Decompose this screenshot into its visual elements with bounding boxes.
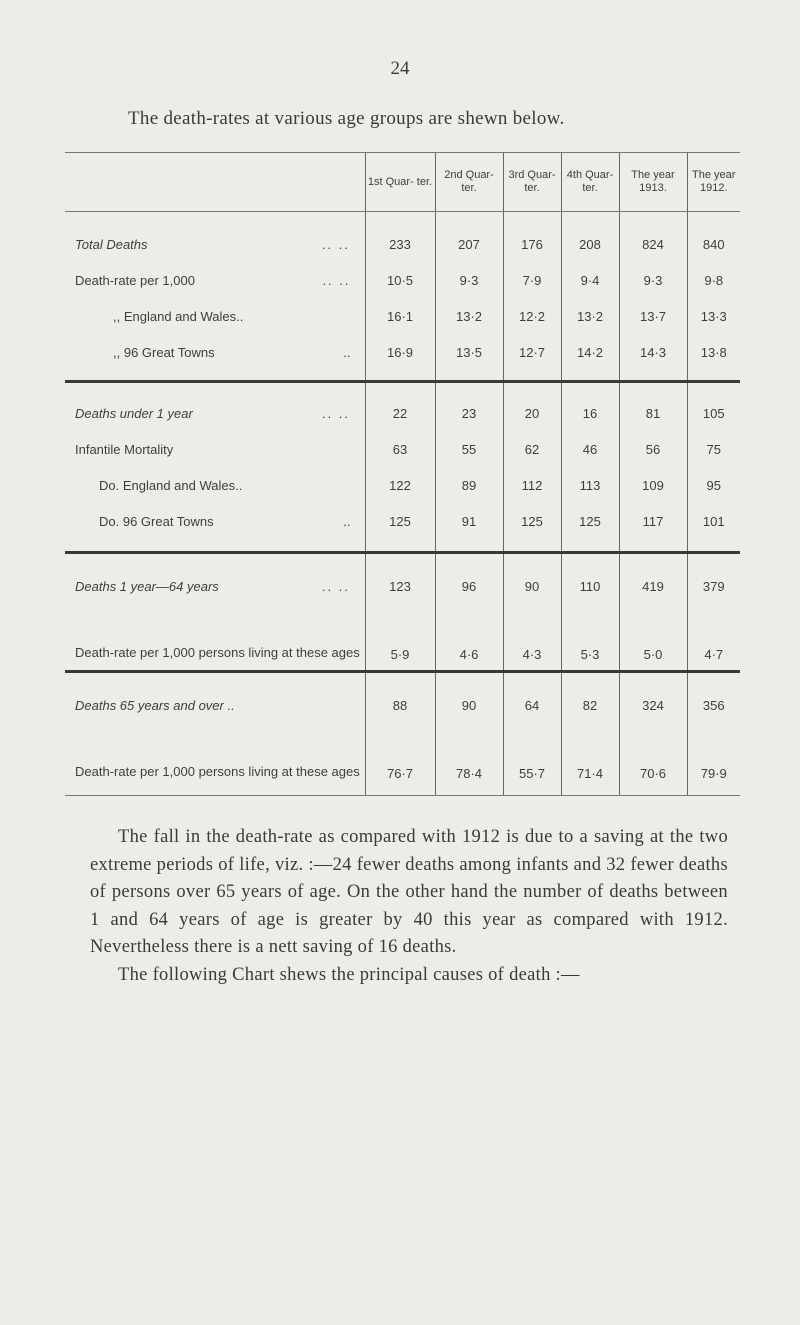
table-row (65, 212, 740, 263)
cell: 16 (561, 382, 619, 432)
cell: 14·3 (619, 334, 687, 380)
cell: 824 (619, 212, 687, 263)
cell: 55·7 (503, 723, 561, 796)
row-label: Deaths 1 year—64 years .. .. (75, 578, 351, 594)
cell: 208 (561, 212, 619, 263)
cell: 113 (561, 467, 619, 503)
cell: 9·3 (619, 262, 687, 298)
cell: 79·9 (687, 723, 740, 796)
cell: 109 (619, 467, 687, 503)
cell: 63 (365, 431, 435, 467)
cell: 207 (435, 212, 503, 263)
table-row (65, 298, 740, 334)
header-q3: 3rd Quar- ter. (503, 153, 561, 212)
paragraph-text: The following Chart shews the principal causes of death :— (118, 965, 580, 985)
cell: 16·1 (365, 298, 435, 334)
cell: 95 (687, 467, 740, 503)
cell: 75 (687, 431, 740, 467)
row-label: Infantile Mortality (75, 441, 174, 457)
table-row (65, 262, 740, 298)
cell: 4·3 (503, 604, 561, 670)
cell: 379 (687, 553, 740, 605)
cell: 71·4 (561, 723, 619, 796)
body-paragraph-1 (90, 824, 728, 962)
cell: 62 (503, 431, 561, 467)
table-row (65, 723, 740, 796)
cell: 233 (365, 212, 435, 263)
cell: 125 (503, 503, 561, 551)
row-label: Deaths 65 years and over .. (75, 697, 235, 713)
cell: 82 (561, 672, 619, 724)
row-label: Deaths under 1 year .. .. (75, 405, 351, 421)
table-row (65, 553, 740, 605)
cell: 91 (435, 503, 503, 551)
cell: 12·2 (503, 298, 561, 334)
header-year-1912: The year 1912. (687, 153, 740, 212)
cell: 4·7 (687, 604, 740, 670)
cell: 324 (619, 672, 687, 724)
intro-text: The death-rates at various age groups are shewn below. (128, 108, 565, 129)
cell: 13·2 (435, 298, 503, 334)
row-label: Death-rate per 1,000 persons living at these ages (75, 645, 360, 660)
table-row (65, 467, 740, 503)
cell: 12·7 (503, 334, 561, 380)
cell: 10·5 (365, 262, 435, 298)
body-paragraph-2 (90, 962, 728, 990)
cell: 23 (435, 382, 503, 432)
cell: 78·4 (435, 723, 503, 796)
table-row (65, 503, 740, 551)
header-blank (65, 153, 365, 212)
cell: 13·7 (619, 298, 687, 334)
row-label: Death-rate per 1,000 .. .. (75, 272, 351, 288)
cell: 7·9 (503, 262, 561, 298)
cell: 110 (561, 553, 619, 605)
cell: 123 (365, 553, 435, 605)
table-row (65, 604, 740, 670)
header-q2: 2nd Quar- ter. (435, 153, 503, 212)
cell: 117 (619, 503, 687, 551)
cell: 176 (503, 212, 561, 263)
row-label: ,, England and Wales.. (113, 308, 244, 324)
cell: 125 (365, 503, 435, 551)
table-row (65, 672, 740, 724)
cell: 88 (365, 672, 435, 724)
cell: 89 (435, 467, 503, 503)
cell: 125 (561, 503, 619, 551)
table-row (65, 431, 740, 467)
cell: 419 (619, 553, 687, 605)
cell: 13·8 (687, 334, 740, 380)
cell: 14·2 (561, 334, 619, 380)
cell: 13·2 (561, 298, 619, 334)
cell: 112 (503, 467, 561, 503)
cell: 90 (435, 672, 503, 724)
cell: 13·3 (687, 298, 740, 334)
cell: 9·4 (561, 262, 619, 298)
cell: 5·9 (365, 604, 435, 670)
cell: 64 (503, 672, 561, 724)
cell: 20 (503, 382, 561, 432)
death-rates-table (65, 152, 740, 796)
cell: 76·7 (365, 723, 435, 796)
cell: 81 (619, 382, 687, 432)
cell: 46 (561, 431, 619, 467)
paragraph-text: The fall in the death-rate as compared with 1912 is due to a saving at the two extreme periods of life, viz. :—24 fewer deaths among infants and 32 fewer deaths of persons over 65 years of age. On the other hand the number of deaths between 1 and 64 years of age is greater by 40 this year as compared with 1912. Nevertheless there is a nett saving of 16 deaths. (90, 827, 728, 957)
row-label: ,, 96 Great Towns .. (113, 344, 351, 360)
cell: 356 (687, 672, 740, 724)
table-row (65, 334, 740, 380)
header-q4: 4th Quar- ter. (561, 153, 619, 212)
cell: 9·3 (435, 262, 503, 298)
cell: 840 (687, 212, 740, 263)
page-number: 24 (390, 58, 410, 79)
cell: 90 (503, 553, 561, 605)
cell: 22 (365, 382, 435, 432)
row-label: Total Deaths .. .. (75, 236, 351, 252)
cell: 5·0 (619, 604, 687, 670)
header-year-1913: The year 1913. (619, 153, 687, 212)
header-q1: 1st Quar- ter. (365, 153, 435, 212)
cell: 105 (687, 382, 740, 432)
row-label: Death-rate per 1,000 persons living at these ages (65, 723, 365, 796)
row-label: Do. England and Wales.. (99, 477, 243, 493)
cell: 96 (435, 553, 503, 605)
cell: 13·5 (435, 334, 503, 380)
cell: 56 (619, 431, 687, 467)
table-row (65, 382, 740, 432)
cell: 16·9 (365, 334, 435, 380)
cell: 4·6 (435, 604, 503, 670)
table-header-row (65, 153, 740, 212)
cell: 101 (687, 503, 740, 551)
row-label: Do. 96 Great Towns .. (99, 513, 351, 529)
cell: 55 (435, 431, 503, 467)
cell: 5·3 (561, 604, 619, 670)
cell: 9·8 (687, 262, 740, 298)
cell: 70·6 (619, 723, 687, 796)
cell: 122 (365, 467, 435, 503)
